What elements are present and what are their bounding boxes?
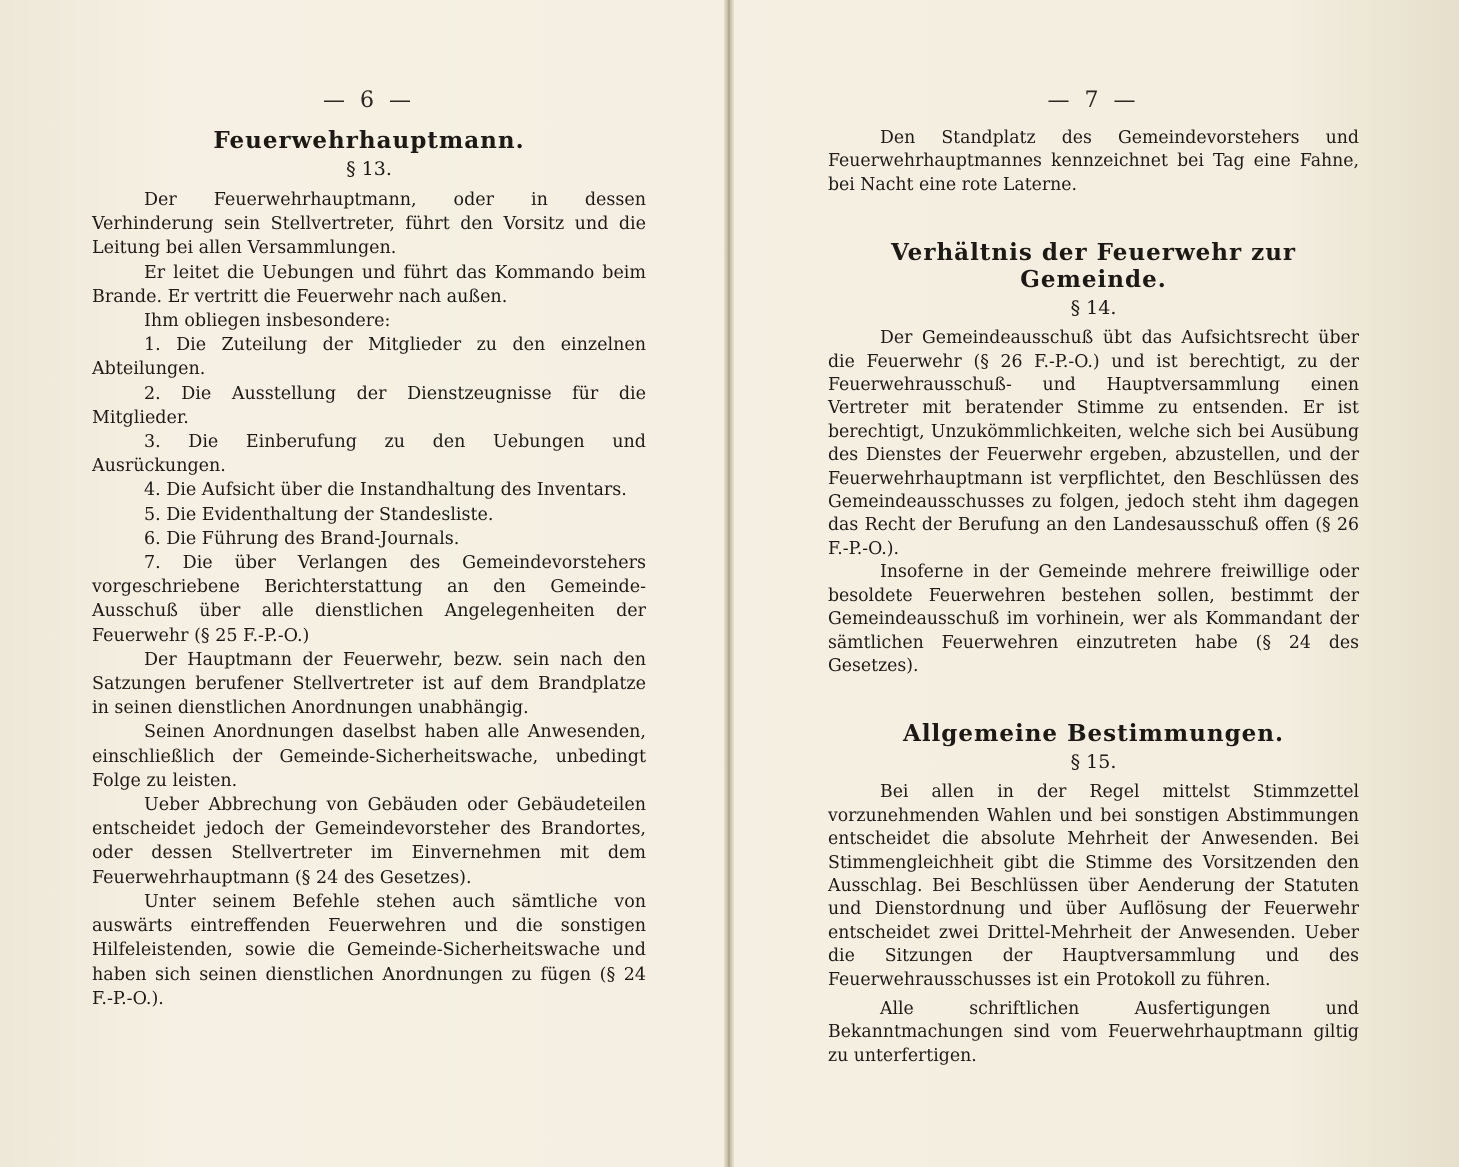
heading-feuerwehrhauptmann: Feuerwehrhauptmann. (213, 127, 525, 154)
paragraph: Er leitet die Uebungen und führt das Kommando beim Brande. Er vertritt die Feuerwehr nach außen. (92, 262, 646, 307)
page-number-left: — 6 — (323, 88, 415, 113)
list-item: 1. Die Zuteilung der Mitglieder zu den einzelnen Abteilungen. (92, 335, 646, 380)
paragraph: Alle schriftlichen Ausfertigungen und Bekanntmachungen sind vom Feuerwehrhauptmann giltig zu unterfertigen. (828, 998, 1359, 1066)
list-item: 3. Die Einberufung zu den Uebungen und Ausrückungen. (92, 432, 646, 477)
section-15: § 15. (1070, 751, 1117, 774)
paragraph: Ueber Abbrechung von Gebäuden oder Gebäudeteilen entscheidet jedoch der Gemeindevorsteher des Brandortes, oder dessen Stellvertreter im Einvernehmen mit dem Feuerwehrhauptmann (§ 24 des Gesetzes). (92, 795, 646, 888)
section-14: § 14. (1070, 297, 1117, 320)
list-item: 4. Die Aufsicht über die Instandhaltung des Inventars. (144, 480, 627, 501)
right-page (728, 0, 1459, 1167)
heading-verhaeltnis: Verhältnis der Feuerwehr zur Gemeinde. (890, 239, 1297, 294)
list-item: 5. Die Evidenthaltung der Standesliste. (144, 504, 494, 525)
section-13: § 13. (346, 158, 392, 180)
heading-allgemeine-bestimmungen: Allgemeine Bestimmungen. (902, 720, 1285, 748)
paragraph: Ihm obliegen insbesondere: (144, 311, 391, 332)
paragraph: Bei allen in der Regel mittelst Stimmzettel vorzunehmenden Wahlen und bei sonstigen Abstimmungen entscheidet die absolute Mehrheit der Anwesenden. Bei Stimmengleichheit gibt die Stimme des Vorsitzenden den Ausschlag. Bei Beschlüssen über Aenderung der Statuten und Dienstordnung und über Auflösung der Feuerwehr entscheidet zwei Drittel-Mehrheit der Anwesenden. Ueber die Sitzungen der Hauptversammlung und des Feuerwehrausschusses ist ein Protokoll zu führen. (828, 782, 1359, 990)
page-number-right: — 7 — (1047, 88, 1140, 113)
paragraph: Der Hauptmann der Feuerwehr, bezw. sein nach den Satzungen berufener Stellvertreter ist auf dem Brandplatze in seinen dienstlichen Anordnungen unabhängig. (92, 649, 646, 719)
list-item: 2. Die Ausstellung der Dienstzeugnisse für die Mitglieder. (92, 383, 646, 428)
paragraph: Der Gemeindeausschuß übt das Aufsichtsrecht über die Feuerwehr (§ 26 F.-P.-O.) und ist berechtigt, zu der Feuerwehrausschuß- und Hauptversammlung einen Vertreter mit beratender Stimme zu entsenden. Er ist berechtigt, Unzukömmlichkeiten, welche sich bei Ausübung des Dienstes der Feuerwehr ergeben, abzustellen, und der Feuerwehrhauptmann ist verpflichtet, den Beschlüssen des Gemeindeausschusses zu folgen, jedoch steht ihm dagegen das Recht der Berufung an den Landesausschuß offen (§ 26 F.-P.-O.). (828, 328, 1359, 559)
left-page (0, 0, 728, 1167)
paragraph: Seinen Anordnungen daselbst haben alle Anwesenden, einschließlich der Gemeinde-Sicherheitswache, unbedingt Folge zu leisten. (92, 722, 646, 791)
list-item: 6. Die Führung des Brand-Journals. (144, 528, 460, 549)
paragraph: Unter seinem Befehle stehen auch sämtliche von auswärts eintreffenden Feuerwehren und die sonstigen Hilfeleistenden, sowie die Gemeinde-Sicherheitswache und haben sich seinen dienstlichen Anordnungen zu fügen (§ 24 F.-P.-O.). (92, 891, 646, 1009)
paragraph: Den Standplatz des Gemeindevorstehers und Feuerwehrhauptmannes kennzeichnet bei Tag eine Fahne, bei Nacht eine rote Laterne. (828, 128, 1359, 195)
paragraph: Der Feuerwehrhauptmann, oder in dessen Verhinderung sein Stellvertreter, führt den Vorsitz und die Leitung bei allen Versammlungen. (92, 190, 646, 259)
paragraph: Insoferne in der Gemeinde mehrere freiwillige oder besoldete Feuerwehren bestehen sollen, bestimmt der Gemeindeausschuß im vorhinein, wer als Kommandant der sämtlichen Feuerwehren einzutreten habe (§ 24 des Gesetzes). (828, 562, 1359, 676)
list-item: 7. Die über Verlangen des Gemeindevorstehers vorgeschriebene Berichterstattung an den Gemeinde-Ausschuß über alle dienstlichen Angelegenheiten der Feuerwehr (§ 25 F.-P.-O.) (92, 553, 646, 646)
